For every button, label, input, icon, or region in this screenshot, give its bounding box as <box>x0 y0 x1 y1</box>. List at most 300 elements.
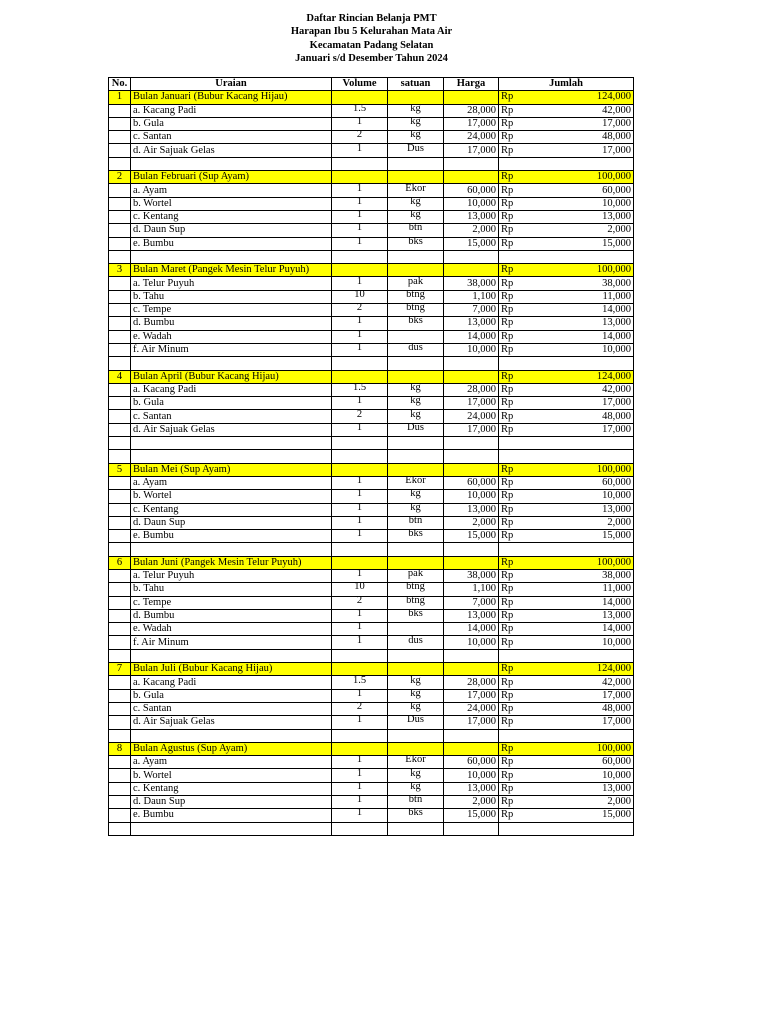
table-row <box>109 343 634 356</box>
item-volume: 1 <box>332 754 388 767</box>
item-total: 13,000 <box>528 609 634 622</box>
item-description: d. Bumbu <box>131 609 332 622</box>
currency-label: Rp <box>499 636 528 649</box>
empty-cell <box>131 822 332 835</box>
empty-cell <box>528 250 634 263</box>
currency-label: Rp <box>499 330 528 343</box>
item-price: 38,000 <box>444 277 499 290</box>
empty-cell <box>528 822 634 835</box>
empty-cell <box>109 729 131 742</box>
empty-cell <box>131 729 332 742</box>
item-unit: kg <box>388 395 444 408</box>
item-unit: Dus <box>388 714 444 727</box>
row-number <box>109 397 131 410</box>
row-number <box>109 623 131 636</box>
empty-cell <box>444 157 499 170</box>
harga-cell <box>444 742 499 755</box>
item-total: 48,000 <box>528 131 634 144</box>
item-description: d. Daun Sup <box>131 224 332 237</box>
item-unit: dus <box>388 341 444 354</box>
item-unit: bks <box>388 528 444 541</box>
item-unit: bks <box>388 235 444 248</box>
row-number <box>109 476 131 489</box>
row-number <box>109 676 131 689</box>
item-description: f. Air Minum <box>131 343 332 356</box>
item-price: 17,000 <box>444 117 499 130</box>
row-number <box>109 304 131 317</box>
item-total: 11,000 <box>528 583 634 596</box>
empty-cell <box>109 437 131 450</box>
empty-cell <box>528 729 634 742</box>
currency-label: Rp <box>499 277 528 290</box>
jumlah-value: 100,000 <box>528 171 634 184</box>
row-number <box>109 569 131 582</box>
empty-cell <box>109 543 131 556</box>
currency-label: Rp <box>499 264 528 277</box>
item-price: 13,000 <box>444 782 499 795</box>
item-price: 17,000 <box>444 397 499 410</box>
item-total: 13,000 <box>528 503 634 516</box>
item-volume: 1 <box>332 235 388 248</box>
empty-cell <box>131 157 332 170</box>
row-number <box>109 769 131 782</box>
currency-label: Rp <box>499 343 528 356</box>
item-volume: 2 <box>332 302 388 315</box>
item-volume: 1.5 <box>332 674 388 687</box>
item-total: 14,000 <box>528 623 634 636</box>
item-description: b. Wortel <box>131 490 332 503</box>
currency-label: Rp <box>499 490 528 503</box>
empty-cell <box>332 822 388 835</box>
empty-cell <box>131 450 332 463</box>
row-number <box>109 410 131 423</box>
month-title: Bulan Februari (Sup Ayam) <box>131 171 332 184</box>
item-price: 60,000 <box>444 184 499 197</box>
item-description: c. Kentang <box>131 210 332 223</box>
row-number <box>109 716 131 729</box>
item-volume: 1 <box>332 807 388 820</box>
item-total: 38,000 <box>528 569 634 582</box>
currency-label: Rp <box>499 210 528 223</box>
item-total: 60,000 <box>528 184 634 197</box>
empty-cell <box>109 822 131 835</box>
row-number <box>109 290 131 303</box>
currency-label: Rp <box>499 583 528 596</box>
empty-cell <box>444 729 499 742</box>
item-price: 38,000 <box>444 569 499 582</box>
item-description: b. Gula <box>131 397 332 410</box>
item-total: 42,000 <box>528 676 634 689</box>
item-total: 10,000 <box>528 490 634 503</box>
row-number <box>109 343 131 356</box>
item-total: 13,000 <box>528 210 634 223</box>
item-volume: 1 <box>332 488 388 501</box>
item-unit: dus <box>388 634 444 647</box>
row-number <box>109 224 131 237</box>
empty-cell <box>388 822 444 835</box>
item-unit: kg <box>388 674 444 687</box>
month-title: Bulan Mei (Sup Ayam) <box>131 463 332 476</box>
item-price: 7,000 <box>444 596 499 609</box>
empty-cell <box>332 450 388 463</box>
currency-label: Rp <box>499 383 528 396</box>
item-total: 15,000 <box>528 530 634 543</box>
harga-cell <box>444 556 499 569</box>
item-description: a. Ayam <box>131 184 332 197</box>
empty-cell <box>444 437 499 450</box>
item-unit: kg <box>388 115 444 128</box>
item-price: 10,000 <box>444 769 499 782</box>
currency-label: Rp <box>499 596 528 609</box>
table-row <box>109 144 634 157</box>
blank-row <box>109 437 634 450</box>
empty-cell <box>332 250 388 263</box>
item-unit: kg <box>388 687 444 700</box>
table-header-row <box>109 78 634 91</box>
row-number <box>109 796 131 809</box>
item-volume: 1 <box>332 528 388 541</box>
expense-table <box>108 77 634 836</box>
jumlah-value: 124,000 <box>528 91 634 104</box>
item-unit: kg <box>388 488 444 501</box>
currency-label: Rp <box>499 809 528 822</box>
item-price: 13,000 <box>444 503 499 516</box>
item-unit: Ekor <box>388 474 444 487</box>
currency-label: Rp <box>499 463 528 476</box>
item-volume: 1 <box>332 780 388 793</box>
empty-cell <box>332 543 388 556</box>
item-unit: bks <box>388 315 444 328</box>
item-unit: pak <box>388 567 444 580</box>
empty-cell <box>499 649 528 662</box>
currency-label: Rp <box>499 476 528 489</box>
item-total: 10,000 <box>528 197 634 210</box>
item-total: 38,000 <box>528 277 634 290</box>
item-unit: kg <box>388 381 444 394</box>
item-price: 10,000 <box>444 490 499 503</box>
item-price: 2,000 <box>444 516 499 529</box>
jumlah-value: 124,000 <box>528 370 634 383</box>
jumlah-value: 100,000 <box>528 264 634 277</box>
empty-cell <box>499 250 528 263</box>
empty-cell <box>388 157 444 170</box>
item-volume: 1 <box>332 514 388 527</box>
item-total: 17,000 <box>528 423 634 436</box>
jumlah-value: 100,000 <box>528 463 634 476</box>
item-volume: 1 <box>332 182 388 195</box>
currency-label: Rp <box>499 317 528 330</box>
item-unit: kg <box>388 501 444 514</box>
item-volume: 1 <box>332 395 388 408</box>
row-number <box>109 809 131 822</box>
item-description: b. Wortel <box>131 197 332 210</box>
row-number <box>109 516 131 529</box>
item-description: a. Kacang Padi <box>131 676 332 689</box>
item-price: 14,000 <box>444 330 499 343</box>
item-price: 17,000 <box>444 144 499 157</box>
item-total: 11,000 <box>528 290 634 303</box>
item-description: b. Gula <box>131 117 332 130</box>
item-price: 1,100 <box>444 290 499 303</box>
item-unit: bks <box>388 807 444 820</box>
row-number <box>109 490 131 503</box>
currency-label: Rp <box>499 184 528 197</box>
row-number <box>109 104 131 117</box>
item-total: 15,000 <box>528 237 634 250</box>
empty-cell <box>528 157 634 170</box>
item-total: 17,000 <box>528 144 634 157</box>
column-header-volume: Volume <box>332 78 388 91</box>
empty-cell <box>444 250 499 263</box>
item-total: 14,000 <box>528 304 634 317</box>
currency-label: Rp <box>499 742 528 755</box>
item-unit: Dus <box>388 142 444 155</box>
empty-cell <box>388 450 444 463</box>
title-line: Kecamatan Padang Selatan <box>309 39 434 51</box>
item-total: 13,000 <box>528 782 634 795</box>
currency-label: Rp <box>499 530 528 543</box>
item-total: 2,000 <box>528 796 634 809</box>
empty-cell <box>131 357 332 370</box>
item-price: 17,000 <box>444 689 499 702</box>
row-number: 7 <box>109 663 131 676</box>
item-unit: kg <box>388 102 444 115</box>
item-price: 15,000 <box>444 237 499 250</box>
harga-cell <box>444 463 499 476</box>
currency-label: Rp <box>499 663 528 676</box>
item-volume: 2 <box>332 129 388 142</box>
table-row <box>109 636 634 649</box>
currency-label: Rp <box>499 796 528 809</box>
jumlah-value: 124,000 <box>528 663 634 676</box>
month-title: Bulan Januari (Bubur Kacang Hijau) <box>131 91 332 104</box>
item-total: 2,000 <box>528 516 634 529</box>
currency-label: Rp <box>499 782 528 795</box>
item-price: 17,000 <box>444 423 499 436</box>
row-number <box>109 144 131 157</box>
item-total: 2,000 <box>528 224 634 237</box>
item-volume: 1 <box>332 621 388 634</box>
row-number: 5 <box>109 463 131 476</box>
currency-label: Rp <box>499 609 528 622</box>
empty-cell <box>499 450 528 463</box>
row-number <box>109 317 131 330</box>
item-price: 10,000 <box>444 197 499 210</box>
item-description: d. Daun Sup <box>131 516 332 529</box>
item-volume: 1 <box>332 634 388 647</box>
empty-cell <box>131 543 332 556</box>
item-unit: bks <box>388 607 444 620</box>
blank-row <box>109 543 634 556</box>
item-price: 2,000 <box>444 224 499 237</box>
item-volume: 1 <box>332 714 388 727</box>
item-total: 10,000 <box>528 636 634 649</box>
row-number <box>109 330 131 343</box>
item-unit: pak <box>388 275 444 288</box>
item-volume: 1 <box>332 315 388 328</box>
item-description: b. Gula <box>131 689 332 702</box>
item-description: c. Kentang <box>131 503 332 516</box>
currency-label: Rp <box>499 237 528 250</box>
item-price: 7,000 <box>444 304 499 317</box>
column-header-jumlah: Jumlah <box>499 78 634 91</box>
row-number <box>109 117 131 130</box>
currency-label: Rp <box>499 370 528 383</box>
item-price: 13,000 <box>444 210 499 223</box>
currency-label: Rp <box>499 516 528 529</box>
item-description: d. Air Sajuak Gelas <box>131 716 332 729</box>
currency-label: Rp <box>499 171 528 184</box>
empty-cell <box>528 543 634 556</box>
row-number <box>109 503 131 516</box>
currency-label: Rp <box>499 91 528 104</box>
document-title <box>0 12 743 66</box>
item-unit: kg <box>388 195 444 208</box>
item-price: 28,000 <box>444 383 499 396</box>
item-description: b. Tahu <box>131 583 332 596</box>
currency-label: Rp <box>499 569 528 582</box>
item-volume: 1 <box>332 115 388 128</box>
item-volume: 1 <box>332 767 388 780</box>
item-unit: btng <box>388 288 444 301</box>
empty-cell <box>109 357 131 370</box>
item-price: 13,000 <box>444 317 499 330</box>
column-header-no: No. <box>109 78 131 91</box>
empty-cell <box>388 543 444 556</box>
empty-cell <box>109 157 131 170</box>
item-volume: 1 <box>332 208 388 221</box>
item-unit: btng <box>388 581 444 594</box>
currency-label: Rp <box>499 197 528 210</box>
item-price: 24,000 <box>444 131 499 144</box>
item-unit: btng <box>388 302 444 315</box>
blank-row <box>109 450 634 463</box>
month-title: Bulan Agustus (Sup Ayam) <box>131 742 332 755</box>
item-description: d. Air Sajuak Gelas <box>131 144 332 157</box>
table-row <box>109 530 634 543</box>
empty-cell <box>332 437 388 450</box>
row-number <box>109 583 131 596</box>
row-number: 8 <box>109 742 131 755</box>
item-price: 17,000 <box>444 716 499 729</box>
item-volume: 1 <box>332 687 388 700</box>
item-unit: btn <box>388 222 444 235</box>
row-number: 4 <box>109 370 131 383</box>
currency-label: Rp <box>499 756 528 769</box>
item-price: 28,000 <box>444 104 499 117</box>
item-description: a. Kacang Padi <box>131 104 332 117</box>
column-header-harga: Harga <box>444 78 499 91</box>
item-price: 15,000 <box>444 530 499 543</box>
item-unit: kg <box>388 129 444 142</box>
currency-label: Rp <box>499 676 528 689</box>
empty-cell <box>388 729 444 742</box>
item-volume: 1 <box>332 222 388 235</box>
item-unit <box>388 621 444 634</box>
item-volume: 1 <box>332 142 388 155</box>
row-number: 1 <box>109 91 131 104</box>
row-number: 2 <box>109 171 131 184</box>
currency-label: Rp <box>499 290 528 303</box>
item-unit: btn <box>388 514 444 527</box>
item-total: 17,000 <box>528 397 634 410</box>
empty-cell <box>444 450 499 463</box>
table-row <box>109 716 634 729</box>
item-price: 13,000 <box>444 609 499 622</box>
item-description: e. Wadah <box>131 330 332 343</box>
empty-cell <box>109 450 131 463</box>
item-price: 10,000 <box>444 343 499 356</box>
empty-cell <box>131 649 332 662</box>
title-line: Daftar Rincian Belanja PMT <box>306 13 437 24</box>
empty-cell <box>388 649 444 662</box>
item-volume: 1 <box>332 501 388 514</box>
row-number <box>109 184 131 197</box>
item-total: 42,000 <box>528 383 634 396</box>
empty-cell <box>332 649 388 662</box>
column-header-satuan: satuan <box>388 78 444 91</box>
item-price: 2,000 <box>444 796 499 809</box>
row-number <box>109 609 131 622</box>
month-title: Bulan Juli (Bubur Kacang Hijau) <box>131 663 332 676</box>
item-description: c. Tempe <box>131 596 332 609</box>
item-price: 1,100 <box>444 583 499 596</box>
item-description: f. Air Minum <box>131 636 332 649</box>
empty-cell <box>499 543 528 556</box>
item-volume: 2 <box>332 408 388 421</box>
empty-cell <box>388 250 444 263</box>
item-description: d. Daun Sup <box>131 796 332 809</box>
blank-row <box>109 250 634 263</box>
item-unit: Ekor <box>388 754 444 767</box>
harga-cell <box>444 370 499 383</box>
blank-row <box>109 649 634 662</box>
item-unit: kg <box>388 780 444 793</box>
empty-cell <box>109 649 131 662</box>
blank-row <box>109 822 634 835</box>
title-line: Harapan Ibu 5 Kelurahan Mata Air <box>290 26 453 38</box>
row-number <box>109 530 131 543</box>
empty-cell <box>528 649 634 662</box>
item-description: e. Bumbu <box>131 237 332 250</box>
row-number <box>109 131 131 144</box>
item-description: c. Santan <box>131 702 332 715</box>
empty-cell <box>499 729 528 742</box>
currency-label: Rp <box>499 503 528 516</box>
item-volume: 1.5 <box>332 102 388 115</box>
item-total: 17,000 <box>528 117 634 130</box>
item-unit: kg <box>388 408 444 421</box>
currency-label: Rp <box>499 144 528 157</box>
currency-label: Rp <box>499 224 528 237</box>
currency-label: Rp <box>499 769 528 782</box>
blank-row <box>109 357 634 370</box>
row-number <box>109 277 131 290</box>
item-total: 60,000 <box>528 476 634 489</box>
empty-cell <box>332 157 388 170</box>
empty-cell <box>131 437 332 450</box>
blank-row <box>109 157 634 170</box>
empty-cell <box>109 250 131 263</box>
item-total: 48,000 <box>528 410 634 423</box>
item-volume: 1 <box>332 567 388 580</box>
item-volume: 2 <box>332 594 388 607</box>
currency-label: Rp <box>499 423 528 436</box>
item-total: 15,000 <box>528 809 634 822</box>
item-description: a. Telur Puyuh <box>131 569 332 582</box>
item-description: c. Tempe <box>131 304 332 317</box>
currency-label: Rp <box>499 623 528 636</box>
